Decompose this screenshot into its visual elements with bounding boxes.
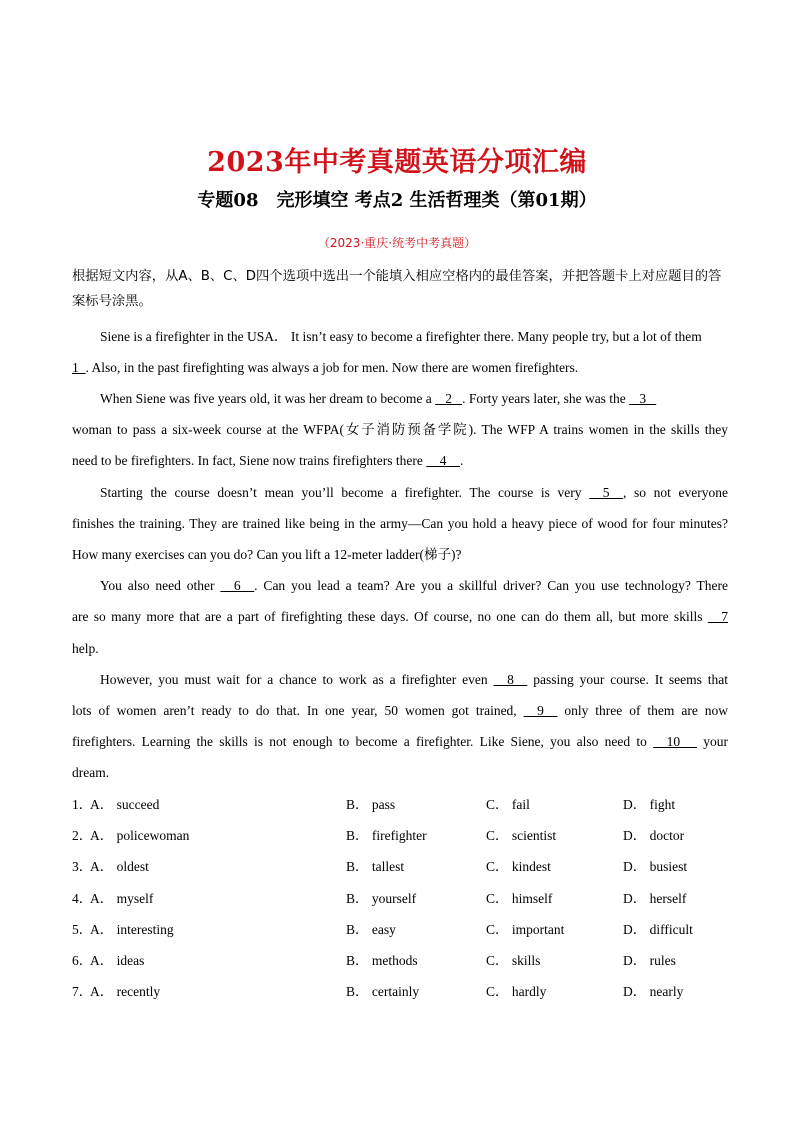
question-number: 2． (72, 828, 93, 844)
question-row (72, 857, 732, 877)
option-d[interactable]: D． herself (623, 890, 687, 906)
passage-line: are so many more that are a part of firefighting these days. Of course, no one can do them all, but more skills 7 (72, 607, 728, 627)
question-number: 5． (72, 921, 93, 937)
option-c[interactable]: C． hardly (486, 984, 547, 1000)
option-d[interactable]: D． nearly (623, 984, 684, 1000)
passage-line: Starting the course doesn’t mean you’ll become a firefighter. The course is very 5 , so not everyone (100, 483, 728, 503)
blank-10[interactable]: 10 (653, 734, 698, 749)
option-d[interactable]: D． fight (623, 797, 676, 812)
passage-line: need to be firefighters. In fact, Siene now trains firefighters there 4 . (72, 451, 728, 471)
passage-line: help. (72, 641, 99, 656)
passage-line: Siene is a firefighter in the USA． It isn’t easy to become a firefighter there. Many people try, but a lot of them (100, 329, 702, 344)
blank-1[interactable]: 1 (72, 360, 86, 375)
blank-5[interactable]: 5 (589, 485, 623, 500)
blank-8[interactable]: 8 (493, 672, 528, 687)
option-a[interactable]: A． ideas (90, 953, 145, 968)
option-b[interactable]: B． firefighter (346, 828, 427, 844)
blank-2[interactable]: 2 (435, 391, 463, 406)
option-b[interactable]: B． easy (346, 921, 396, 937)
option-a[interactable]: A． recently (90, 984, 161, 1000)
question-number: 3． (72, 859, 93, 875)
option-a[interactable]: A． oldest (90, 859, 149, 875)
passage-line: woman to pass a six-week course at the WFPA(女子消防预备学院). The WFP A trains women in the skills they (72, 422, 728, 437)
blank-3[interactable]: 3 (629, 391, 657, 406)
passage-line: How many exercises can you do? Can you lift a 12-meter ladder(梯子)? (72, 547, 462, 562)
page-title: 2023年中考真题英语分项汇编 (207, 147, 587, 178)
option-c[interactable]: C． important (486, 921, 565, 937)
option-c[interactable]: C． kindest (486, 859, 551, 875)
option-a[interactable]: A． policewoman (90, 828, 190, 844)
option-a[interactable]: A． myself (90, 890, 154, 906)
blank-4[interactable]: 4 (426, 453, 460, 468)
question-source: （2023·重庆·统考中考真题） (317, 236, 477, 250)
question-row (72, 889, 732, 909)
question-row (72, 982, 732, 1002)
blank-7[interactable]: 7 (707, 609, 728, 624)
option-d[interactable]: D． difficult (623, 921, 693, 937)
question-row (72, 795, 732, 815)
option-c[interactable]: C． himself (486, 890, 553, 906)
passage-line: 1 . Also, in the past firefighting was always a job for men. Now there are women firefighters. (72, 358, 728, 378)
option-c[interactable]: C． fail (486, 797, 530, 812)
passage-line: When Siene was five years old, it was her dream to become a 2 . Forty years later, she was the 3 (100, 389, 728, 409)
option-b[interactable]: B． certainly (346, 984, 420, 1000)
option-c[interactable]: C． skills (486, 953, 541, 968)
option-d[interactable]: D． rules (623, 953, 676, 968)
question-number: 4． (72, 890, 93, 906)
page-subtitle: 专题08 完形填空 考点2 生活哲理类（第01期） (197, 190, 597, 211)
passage-line: However, you must wait for a chance to work as a firefighter even 8 passing your course. It seems that (100, 670, 728, 690)
question-row (72, 951, 732, 971)
option-b[interactable]: B． pass (346, 797, 396, 812)
passage-line: firefighters. Learning the skills is not enough to become a firefighter. Like Siene, you also need to 10 your (72, 732, 728, 752)
question-number: 6． (72, 953, 93, 968)
question-number: 7． (72, 984, 93, 1000)
option-d[interactable]: D． busiest (623, 859, 688, 875)
question-row (72, 826, 732, 846)
option-c[interactable]: C． scientist (486, 828, 557, 844)
option-b[interactable]: B． tallest (346, 859, 405, 875)
blank-9[interactable]: 9 (523, 703, 558, 718)
option-d[interactable]: D． doctor (623, 828, 685, 844)
option-b[interactable]: B． yourself (346, 890, 417, 906)
option-a[interactable]: A． succeed (90, 797, 160, 812)
blank-6[interactable]: 6 (220, 578, 255, 593)
option-b[interactable]: B． methods (346, 953, 418, 968)
passage-line: dream. (72, 765, 110, 780)
option-a[interactable]: A． interesting (90, 921, 174, 937)
passage-line: You also need other 6 . Can you lead a team? Are you a skillful driver? Can you use technology? There (100, 576, 728, 596)
passage-line: lots of women aren’t ready to do that. In one year, 50 women got trained, 9 only three of them are now (72, 701, 728, 721)
question-row (72, 920, 732, 940)
instruction-text: 根据短文内容，从A、B、C、D四个选项中选出一个能填入相应空格内的最佳答案，并把答题卡上对应题目的答案标号涂黑。 (72, 269, 722, 309)
passage-line: finishes the training. They are trained like being in the army—Can you hold a heavy piece of wood for four minutes? (72, 516, 728, 531)
question-number: 1． (72, 797, 93, 812)
